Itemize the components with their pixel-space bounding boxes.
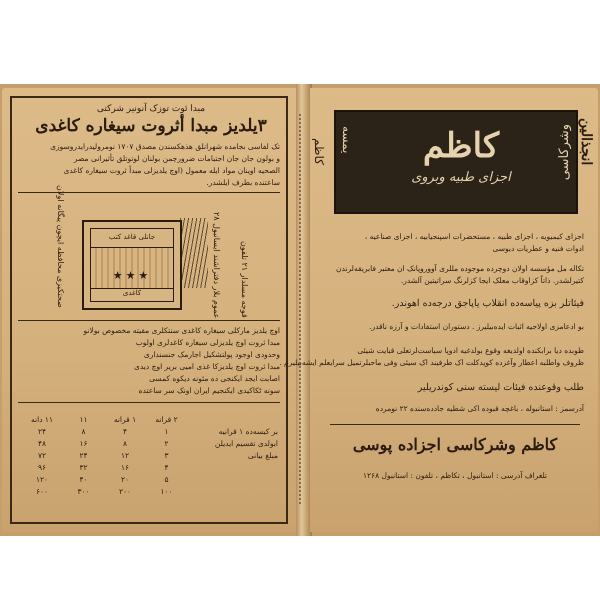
table-cell: ۲۴ bbox=[37, 427, 47, 436]
intro-line: ساعتنده بطرف ایلشدر. bbox=[206, 178, 280, 187]
table-cell: ۱۰۰ bbox=[160, 487, 173, 496]
body-line: کتیرلشدر. ذاتاً کزاوقاب معلک ایجا کزلرنگ سراتیتین آلشدر. bbox=[400, 276, 584, 285]
table-row bbox=[22, 426, 278, 438]
table-row bbox=[22, 486, 278, 498]
table-row bbox=[22, 450, 278, 462]
price-table bbox=[22, 414, 278, 498]
footer-company-name: کاظم وشرکاسی اجزاده پوسی bbox=[352, 435, 558, 454]
body-line: ادوات فنیه و عطریات دیوسی bbox=[492, 244, 584, 253]
table-cell: ۴۰ bbox=[79, 475, 88, 484]
body-line: وحدودی اوجود پولتشکیل اجارمک جنسنداری bbox=[143, 350, 280, 359]
body-line: مبدا ثروت اوچ یلدیزکا غذی امیی بریر اوچ دیدی bbox=[134, 362, 280, 371]
company-subtitle: اجزای طبیه وبروی bbox=[411, 170, 511, 185]
table-cell: ۸ bbox=[81, 427, 86, 436]
package-inner-border bbox=[90, 228, 174, 302]
intro-line: تک لفاسی بجامده شهرانلق هذهکسندن مصدق ۱۷۰۷ نومرولیدرایدروسوزی bbox=[50, 142, 280, 151]
body-line: بو ادعامزی اولاجیه اثبات ایده‌بیلیرز . دستوران استفادات و آرزه ناقدر. bbox=[369, 322, 584, 331]
table-cell: ابولدی تقسیم ایدیلن bbox=[214, 439, 278, 448]
fan-rays-illustration bbox=[180, 218, 208, 288]
table-header-cell: ۱۱ bbox=[79, 415, 88, 424]
body-line: مبدا ثروت اوچ یلدیزلی سیغاره کاغدلری اولوب bbox=[135, 338, 280, 347]
table-cell: ۱۶ bbox=[120, 463, 130, 472]
body-line: سونه ٹکاکیدی ایکنجیم ایران اونک سر ساعتده bbox=[138, 386, 280, 395]
table-cell: ۶۰۰ bbox=[35, 487, 49, 496]
table-header-cell bbox=[188, 414, 278, 426]
table-row bbox=[22, 438, 278, 450]
table-cell: ۲۰۰ bbox=[118, 487, 132, 496]
company-banner bbox=[334, 110, 578, 214]
table-cell: ۲ bbox=[164, 439, 169, 448]
footer-contact-line: تلغراف آدرسی : استانبول ، تکاظم ، تلفون : استانبول ۱۲۶۸ bbox=[362, 471, 548, 480]
table-cell bbox=[188, 462, 278, 474]
table-cell: ۲۴ bbox=[79, 451, 88, 460]
intro-line: الصحیه اوینان مواد ایله معمول (اوچ یلدیزلی مبدأ ثروت سیغاره کاغدی bbox=[63, 166, 280, 175]
right-page bbox=[279, 88, 598, 532]
cigarette-paper-package-illustration bbox=[82, 220, 182, 310]
table-cell: ۳ bbox=[164, 451, 169, 460]
table-cell: ۴۸ bbox=[37, 439, 47, 448]
table-header-cell: ۱۱ دانه bbox=[31, 415, 53, 424]
company-header: مبدا ئوت توزک آنونیر شرکتی bbox=[96, 104, 206, 114]
intro-line: و بولون جان جان اجتبامات ضرورچمن بولنان لوتوتلق تأثیرانی مصر bbox=[73, 154, 280, 163]
left-advertisement-frame bbox=[10, 96, 288, 524]
table-header-cell: ۱ قرانه bbox=[113, 415, 137, 424]
advertisement-title: ۳یلدیز مبدا أثروت سیغاره کاغدی bbox=[35, 116, 267, 136]
table-cell bbox=[188, 486, 278, 498]
table-cell: ۴ bbox=[122, 427, 128, 436]
table-cell: بر کیسه‌ده ۱ قرانیه bbox=[218, 427, 278, 436]
banner-side-text: یمسه bbox=[340, 126, 354, 154]
divider bbox=[18, 402, 280, 403]
table-cell: ۷۲ bbox=[37, 451, 47, 460]
company-name-calligraphy: کاظم bbox=[422, 126, 500, 166]
body-line: اوچ یلدیز ماركلی سیغاره کاغدی سنتکلری مقیته مخصوص بولانو bbox=[83, 326, 280, 335]
body-line: اصابت ایجد ایکنجی ده مئونه دیکوه کمسی bbox=[149, 374, 280, 383]
table-cell: مبلغ بیانی bbox=[247, 451, 278, 460]
table-cell: ۹۶ bbox=[37, 463, 47, 472]
package-ornament-band bbox=[91, 247, 173, 289]
open-book bbox=[0, 84, 600, 536]
body-line: فیئاتلر بزه پیاسه‌ده انقلاب یاپاجق درجه‌ده اهوندر. bbox=[391, 298, 584, 309]
table-cell: ۱۶ bbox=[79, 439, 88, 448]
banner-side-text: وشرکاسی bbox=[557, 124, 572, 181]
vertical-text-right: عموم بلار دفتراشند ایسانبول ۲۸ bbox=[212, 211, 221, 318]
table-header-row bbox=[22, 414, 278, 426]
table-header-cell: ۲ قرانه bbox=[155, 415, 178, 424]
table-cell: ۲۰ bbox=[120, 475, 130, 484]
divider bbox=[18, 320, 280, 321]
table-cell: ۱۲۰ bbox=[35, 475, 49, 484]
table-cell: ۳۰۰ bbox=[77, 487, 90, 496]
table-cell: ۵ bbox=[164, 475, 169, 484]
package-bottom-label: کاغدی bbox=[122, 289, 142, 297]
footer-section bbox=[330, 424, 580, 515]
table-row bbox=[22, 474, 278, 486]
body-line: اجزای کیمیویه ، اجزای طبیه ، مستحضرات اسپنجیابیه ، اجزای صناعیه ، bbox=[364, 232, 584, 241]
table-cell: ۸ bbox=[122, 439, 128, 448]
table-cell bbox=[188, 474, 278, 486]
address-line: آدرسمز : استانبوله ، باغچه قبوده اکی شطیه جادده‌سنده ۲۲ نومرده bbox=[375, 404, 584, 413]
body-line: تکاله مل مؤسسه اولان دوچرده موجوده مللری آووروپانک ان معتبر فابریقه‌لرندن bbox=[336, 264, 584, 273]
table-cell: ۳۲ bbox=[79, 463, 88, 472]
body-line: ظروف واطلبه اعطار وآغزده کوپدکلت اک طرفیند اک سیئی وفی ماحبلرتمیل سرایعلم ایشه‌بیلیرم . bbox=[279, 358, 584, 367]
vertical-text-right: قوجه مسلدار ۲۱ تلفون bbox=[240, 241, 249, 318]
three-star-logo: ★★★ bbox=[112, 269, 152, 282]
table-cell: ۱۲ bbox=[120, 451, 130, 460]
left-page bbox=[2, 88, 298, 532]
vertical-text-left: صحتکیزی محافظه ایچون پیگانه اولان bbox=[56, 185, 65, 308]
table-cell: ۱ bbox=[164, 427, 169, 436]
body-line: طلب وقوعنده فیئات لیسته سنی کوندریلیر bbox=[417, 382, 584, 393]
body-line: طوبده دیا برابکنده اولدیغه وقوع بولدغیه ادوپا سیاست‌لرتعلی قبایت شیئی bbox=[357, 346, 584, 355]
table-row bbox=[22, 462, 278, 474]
table-cell: ۴ bbox=[164, 463, 169, 472]
package-label: جانلی قاغد کتب bbox=[108, 233, 156, 241]
outer-calligraphy-left: کاظم bbox=[312, 138, 326, 165]
outer-calligraphy-right: انجذالین bbox=[578, 118, 594, 166]
